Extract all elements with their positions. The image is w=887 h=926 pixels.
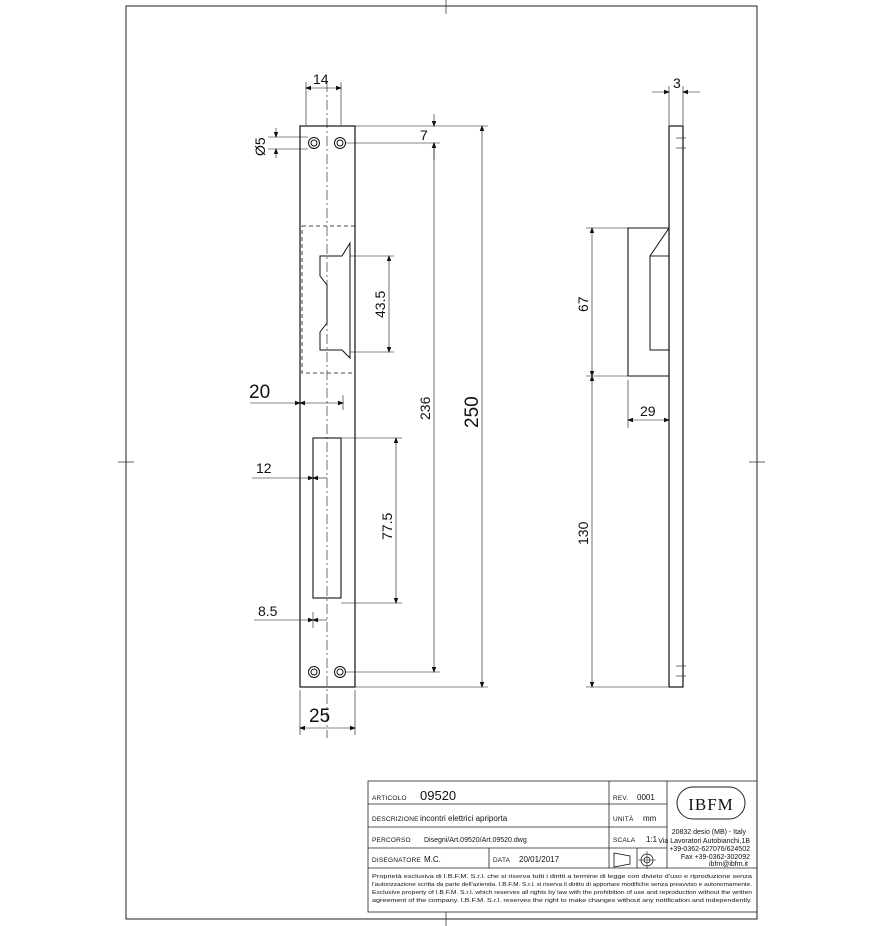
data-label: DATA [493, 857, 511, 864]
percorso-label: PERCORSO [372, 837, 411, 844]
side-latch-wedge [650, 228, 669, 350]
dim-side-upper: 67 [575, 296, 591, 312]
company-address [658, 829, 750, 868]
dim-plate-width-bottom: 25 [309, 706, 331, 727]
address-line: Via Lavoratori Autobianchi,1B [658, 838, 750, 845]
front-dimension-lines [250, 82, 488, 735]
rev-value: 0001 [637, 793, 655, 802]
unita-label: UNITÀ [613, 816, 634, 823]
notice-line: Proprietà esclusiva di I.B.F.M. S.r.l. che si riserva tutti i diritti a termine di legge con divieto d'uso e riproduzione senza [372, 874, 753, 880]
dim-window-height: 43.5 [372, 290, 388, 318]
descrizione-label: DESCRIZIONE [372, 816, 419, 823]
ownership-notice [372, 874, 752, 904]
dim-slot-width: 12 [256, 460, 272, 476]
dim-slot-height: 77.5 [379, 512, 395, 540]
scala-label: SCALA [613, 837, 636, 844]
dim-front-width-top: 14 [313, 71, 329, 87]
dim-side-thickness: 3 [673, 75, 681, 91]
descrizione-value: incontri elettrici apriporta [420, 814, 508, 823]
dim-total-length: 250 [462, 396, 483, 428]
address-line: 20832 desio (MB) - Italy [671, 829, 746, 836]
side-plate-outline [669, 126, 683, 687]
front-dimension-texts [249, 71, 483, 727]
dim-side-depth: 29 [640, 403, 656, 419]
dim-hole-diameter: Ø5 [252, 137, 268, 156]
logo-text: IBFM [688, 795, 734, 814]
projection-symbol-icon [614, 851, 656, 869]
side-latch-body [628, 228, 669, 376]
notice-line: agreement of the company. I.B.F.M. S.r.l. reserves the right to make changes without any notification and independently. [372, 898, 752, 904]
percorso-value: Disegni/Art.09520/Art.09520.dwg [424, 837, 527, 844]
side-view [628, 126, 686, 687]
dim-hole-offset: 7 [420, 127, 428, 143]
scala-value: 1:1 [646, 835, 658, 844]
front-view [300, 82, 355, 738]
dim-side-lower: 130 [575, 521, 591, 545]
dim-total-inner: 236 [417, 396, 433, 420]
data-value: 20/01/2017 [519, 855, 560, 864]
articolo-label: ARTICOLO [372, 795, 407, 802]
dim-plate-width-left: 20 [249, 382, 271, 403]
front-window [320, 243, 350, 358]
unita-value: mm [643, 814, 657, 823]
disegnatore-label: DISEGNATORE [372, 857, 421, 864]
ibfm-logo [677, 787, 745, 819]
address-line: ibfm@ibfm.it [709, 861, 748, 868]
disegnatore-value: M.C. [424, 855, 441, 864]
notice-line: l'autorizzazione scritta da parte dell'azienda. I.B.F.M. S.r.l. si riserva il diritto di apportare modifiche senza preavviso e autonomamente. [372, 882, 752, 888]
dim-slot-offset: 8.5 [258, 603, 278, 619]
address-line: +39-0362-627076/624502 [669, 846, 750, 853]
address-line: Fax +39-0362-302092 [680, 854, 750, 861]
notice-line: Exclusive property of I.B.F.M. S.r.l. which reserves all rights by law with the prohibition of use and reproduction without the written [372, 890, 753, 896]
title-block [368, 781, 757, 912]
articolo-value: 09520 [420, 788, 457, 803]
rev-label: REV. [613, 795, 629, 802]
